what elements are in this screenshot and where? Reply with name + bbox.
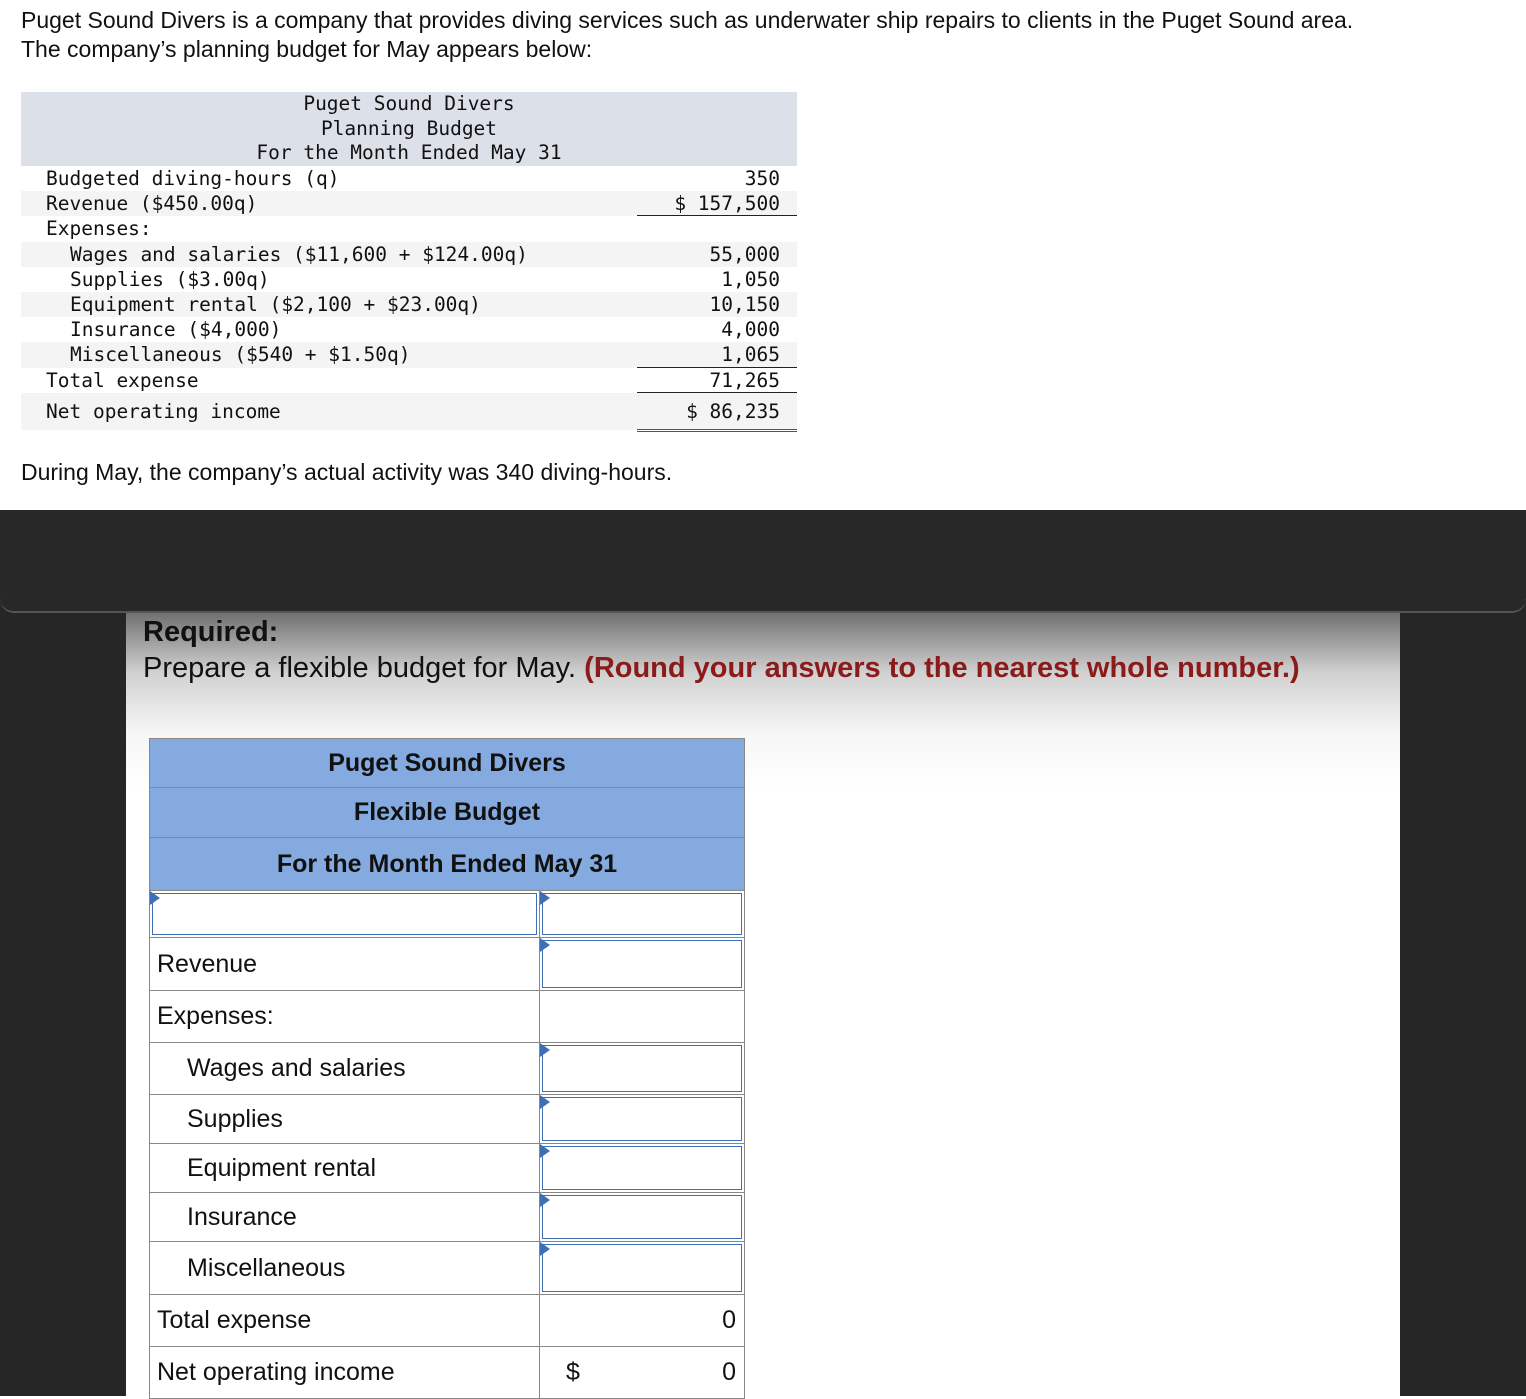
table-row — [149, 1095, 745, 1144]
row-label: Insurance ($4,000) — [70, 318, 282, 342]
row-value: $ 86,235 — [686, 399, 780, 423]
instructions — [143, 652, 1300, 685]
flex-budget-title: Flexible Budget — [149, 788, 745, 838]
company-name: Puget Sound Divers — [303, 92, 515, 115]
planning-budget-table — [21, 92, 797, 430]
revenue-label: Revenue — [150, 938, 540, 990]
table-row — [149, 1043, 745, 1095]
intro-text — [21, 6, 1353, 64]
dropdown-marker-icon — [540, 1095, 550, 1109]
table-row — [149, 1347, 745, 1399]
insurance-input[interactable] — [542, 1195, 742, 1239]
table-row — [149, 891, 745, 938]
equipment-label: Equipment rental — [150, 1144, 540, 1192]
row-label: Equipment rental ($2,100 + $23.00q) — [70, 292, 481, 316]
row-label: Revenue ($450.00q) — [46, 192, 258, 216]
activity-label-input[interactable] — [152, 893, 537, 935]
row-label: Supplies ($3.00q) — [70, 267, 270, 291]
required-heading: Required: — [143, 616, 279, 648]
wages-input[interactable] — [542, 1045, 742, 1092]
table-row — [21, 216, 797, 241]
row-label: Total expense — [46, 368, 199, 392]
activity-value-input[interactable] — [542, 893, 742, 935]
planning-budget-header — [21, 92, 797, 166]
supplies-input[interactable] — [542, 1097, 742, 1141]
table-row — [21, 368, 797, 393]
table-row — [21, 393, 797, 430]
dropdown-marker-icon — [540, 938, 550, 952]
table-row — [149, 1242, 745, 1295]
table-row — [21, 317, 797, 342]
total-expense-label: Total expense — [150, 1295, 540, 1346]
table-row — [149, 1144, 745, 1193]
table-row — [21, 242, 797, 267]
noi-label: Net operating income — [150, 1347, 540, 1398]
activity-label-cell[interactable] — [150, 891, 540, 937]
flexible-budget-table — [149, 738, 745, 1399]
misc-input[interactable] — [542, 1244, 742, 1292]
row-label: Net operating income — [46, 399, 281, 423]
total-expense-value: 0 — [722, 1306, 736, 1334]
actual-activity-text: During May, the company’s actual activity was 340 diving-hours. — [21, 459, 673, 485]
dollar-sign: $ — [566, 1358, 580, 1386]
table-row — [21, 292, 797, 317]
dropdown-marker-icon — [540, 1144, 550, 1158]
misc-label: Miscellaneous — [150, 1242, 540, 1294]
row-value: $ 157,500 — [674, 192, 780, 216]
row-label: Wages and salaries ($11,600 + $124.00q) — [70, 242, 528, 266]
table-row — [21, 166, 797, 191]
row-label: Budgeted diving-hours (q) — [46, 167, 340, 190]
row-label: Miscellaneous ($540 + $1.50q) — [70, 343, 411, 367]
instruction-text: Prepare a flexible budget for May. — [143, 652, 577, 684]
table-row — [149, 1193, 745, 1242]
row-value: 10,150 — [709, 292, 780, 316]
intro-line: Puget Sound Divers is a company that provides diving services such as underwater ship repairs to clients in the Puget Sound area. — [21, 7, 1354, 33]
equipment-input[interactable] — [542, 1146, 742, 1190]
row-value: 55,000 — [709, 242, 780, 266]
flex-budget-period: For the Month Ended May 31 — [149, 838, 745, 891]
revenue-input[interactable] — [542, 940, 742, 988]
flex-company-name: Puget Sound Divers — [149, 738, 745, 788]
table-row — [21, 267, 797, 292]
intro-line: The company’s planning budget for May appears below: — [21, 36, 593, 62]
table-row — [149, 1295, 745, 1347]
row-value: 1,050 — [721, 267, 780, 291]
table-row — [21, 342, 797, 367]
dropdown-marker-icon — [540, 891, 550, 905]
table-row — [21, 191, 797, 216]
table-row — [149, 991, 745, 1043]
dropdown-marker-icon — [540, 1043, 550, 1057]
row-value: 1,065 — [721, 343, 780, 367]
wages-label: Wages and salaries — [150, 1043, 540, 1094]
dark-toolbar-band — [0, 510, 1526, 613]
activity-value-cell[interactable] — [540, 891, 744, 937]
supplies-label: Supplies — [150, 1095, 540, 1143]
rounding-note: (Round your answers to the nearest whole number.) — [584, 652, 1300, 684]
budget-period: For the Month Ended May 31 — [256, 141, 562, 164]
dropdown-marker-icon — [540, 1242, 550, 1256]
insurance-label: Insurance — [150, 1193, 540, 1241]
expenses-label: Expenses: — [150, 991, 540, 1042]
budget-title: Planning Budget — [320, 116, 498, 140]
row-value: 71,265 — [709, 368, 780, 392]
table-row — [149, 938, 745, 991]
dropdown-marker-icon — [540, 1193, 550, 1207]
row-value: 350 — [744, 167, 780, 190]
dropdown-marker-icon — [150, 891, 160, 905]
noi-value: 0 — [722, 1358, 736, 1386]
row-value: 4,000 — [721, 318, 780, 342]
row-label: Expenses: — [46, 217, 152, 241]
